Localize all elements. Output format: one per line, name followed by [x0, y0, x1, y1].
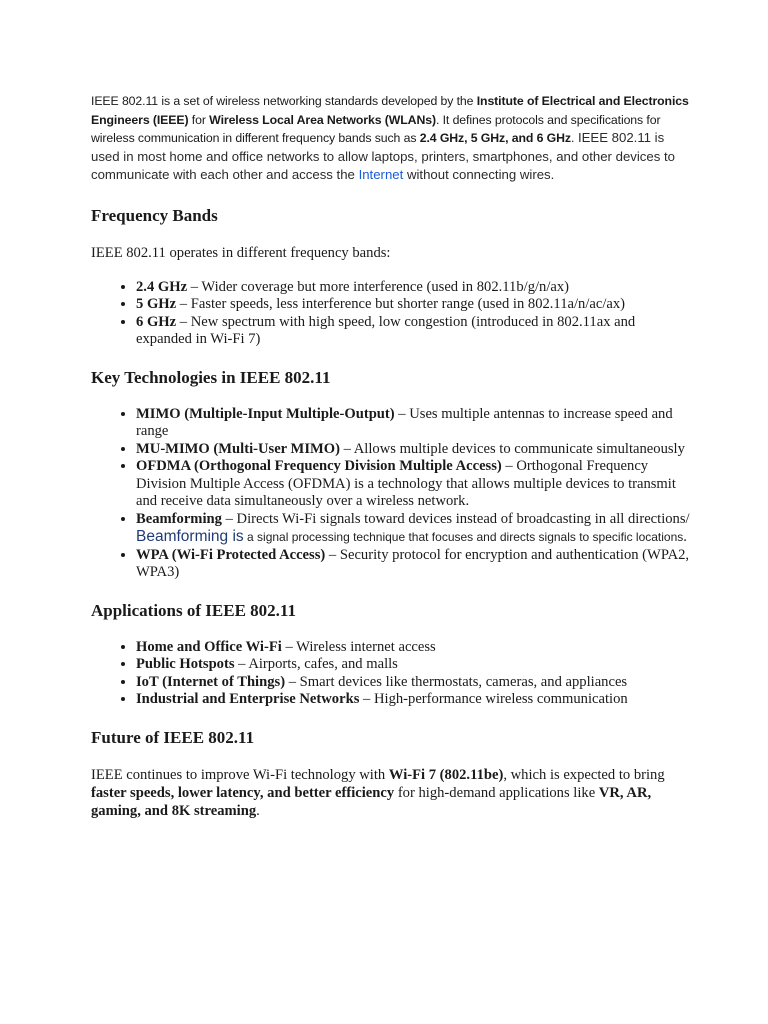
list-item: [136, 296, 691, 314]
applications-heading: Applications of IEEE 802.11: [91, 600, 296, 620]
item-term: 6 GHz: [136, 313, 177, 330]
item-desc: – Wider coverage but more interference (used in 802.11b/g/n/ax): [187, 278, 570, 295]
future-text-2: , which is expected to bring: [503, 766, 665, 783]
item-term: Home and Office Wi-Fi: [136, 638, 282, 655]
item-term: WPA (Wi-Fi Protected Access): [136, 546, 326, 563]
technologies-heading: Key Technologies in IEEE 802.11: [91, 367, 331, 387]
applications-list: [91, 639, 691, 709]
item-desc: – Orthogonal Frequency Division Multiple Access (OFDMA) is a technology that allows multiple devices to transmit and receive data simultaneously over a wireless network.: [136, 458, 676, 509]
future-text-4: .: [256, 802, 260, 819]
item-desc: – Directs Wi-Fi signals toward devices instead of broadcasting in all directions/: [221, 510, 690, 527]
item-desc: – Faster speeds, less interference but shorter range (used in 802.11a/n/ac/ax): [176, 296, 626, 312]
list-item: [136, 639, 691, 657]
item-term: 2.4 GHz: [136, 278, 188, 295]
list-item: [136, 656, 691, 674]
future-bold-wifi7: Wi-Fi 7 (802.11be): [388, 766, 504, 783]
intro-text-5: IEEE 802.11 is used in most home and office networks to allow laptops, printers, smartphones, and other devices to communicate with each other and access the: [91, 130, 675, 182]
intro-text-2: for: [188, 112, 210, 127]
item-desc-pasted-b: a signal processing technique that focuses and directs signals to specific locations: [243, 530, 684, 544]
list-item: [136, 406, 691, 441]
item-desc: – Wireless internet access: [281, 638, 436, 655]
item-term: Public Hotspots: [136, 656, 235, 672]
intro-bold-ieee: Institute of Electrical and Electronics Engineers (IEEE): [91, 94, 689, 127]
intro-paragraph: [91, 92, 691, 185]
item-term: Beamforming: [136, 510, 222, 527]
list-item: [136, 674, 691, 692]
document-page: [91, 92, 691, 820]
internet-link[interactable]: Internet: [358, 167, 404, 182]
future-bold-benefits: faster speeds, lower latency, and better efficiency: [91, 784, 395, 801]
intro-text-6: without connecting wires.: [403, 167, 555, 182]
future-paragraph: [91, 766, 691, 820]
frequency-heading: Frequency Bands: [91, 205, 218, 225]
item-desc-end: .: [683, 529, 687, 545]
item-desc: – Smart devices like thermostats, cameras, and appliances: [285, 673, 628, 690]
technologies-list: [91, 406, 691, 582]
intro-text-1: IEEE 802.11 is a set of wireless networking standards developed by the: [91, 94, 477, 108]
intro-text-3: . It defines protocols and specifications for wireless communication in different frequency bands such as: [91, 112, 661, 145]
frequency-lead: IEEE 802.11 operates in different frequency bands:: [91, 244, 391, 261]
item-desc: – New spectrum with high speed, low congestion (introduced in 802.11ax and expanded in Wi-Fi 7): [136, 313, 636, 347]
item-desc: – Allows multiple devices to communicate simultaneously: [339, 440, 685, 457]
item-term: OFDMA (Orthogonal Frequency Division Multiple Access): [136, 458, 502, 474]
item-term: IoT (Internet of Things): [136, 673, 286, 690]
item-desc: – Airports, cafes, and malls: [234, 656, 398, 672]
item-term: Industrial and Enterprise Networks: [136, 691, 360, 707]
future-bold-apps: VR, AR, gaming, and 8K streaming: [91, 784, 652, 819]
item-term: MU-MIMO (Multi-User MIMO): [136, 440, 340, 457]
list-item: [136, 458, 691, 511]
item-term: 5 GHz: [136, 296, 177, 312]
list-item: [136, 441, 691, 459]
future-text-1: IEEE continues to improve Wi-Fi technology with: [91, 766, 389, 783]
item-desc: – Uses multiple antennas to increase speed and range: [136, 405, 673, 439]
intro-bold-bands: 2.4 GHz, 5 GHz, and 6 GHz: [419, 131, 571, 145]
list-item: [136, 511, 691, 547]
intro-bold-wlan: Wireless Local Area Networks (WLANs): [209, 112, 436, 127]
item-desc: – Security protocol for encryption and authentication (WPA2, WPA3): [136, 546, 690, 580]
future-heading: Future of IEEE 802.11: [91, 727, 255, 747]
list-item: [136, 547, 691, 582]
item-desc: – High-performance wireless communication: [359, 691, 628, 707]
item-desc-pasted-a: Beamforming is: [136, 528, 244, 545]
item-term: MIMO (Multiple-Input Multiple-Output): [136, 405, 395, 422]
frequency-list: [91, 279, 691, 349]
intro-text-4: .: [570, 131, 575, 145]
list-item: [136, 279, 691, 297]
future-text-3: for high-demand applications like: [394, 784, 599, 801]
list-item: [136, 691, 691, 709]
list-item: [136, 314, 691, 349]
